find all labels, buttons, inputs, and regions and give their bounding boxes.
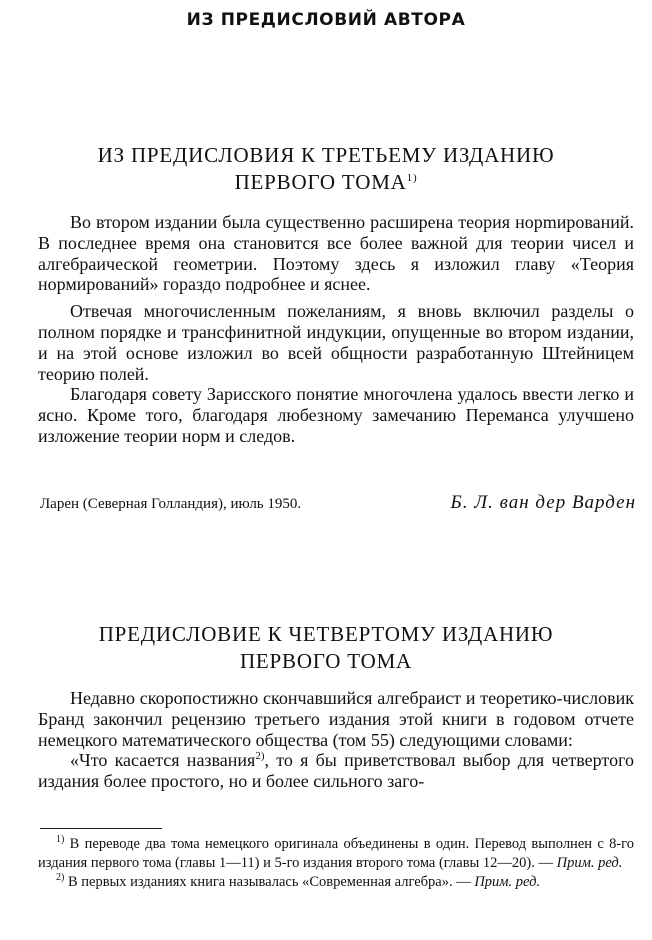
- author-signature: Б. Л. ван дер Варден: [450, 492, 636, 513]
- footnotes: [38, 835, 634, 892]
- section1-paragraph-3: Благодаря совету Зарисского понятие многочлена удалось ввести легко и ясно. Кроме того, благодаря любезному замечанию Переманса улучшено изложение теории норм и следов.: [38, 384, 634, 446]
- footnote-2: [38, 873, 634, 892]
- section2-paragraph-1: Недавно скоропостижно скончавшийся алгебраист и теоретико-числовик Бранд закончил рецензию третьего издания этой книги в годовом отчете немецкого математического общества (том 55) следующими словами:: [38, 688, 634, 750]
- section1-body: [38, 212, 634, 447]
- section2-title-line1: ПРЕДИСЛОВИЕ К ЧЕТВЕРТОМУ ИЗДАНИЮ: [98, 622, 554, 646]
- section2-title: [40, 621, 612, 675]
- quote-continuation: , то я бы приветствовал выбор для четвертого издания более простого, но и более сильного заго-: [38, 750, 634, 792]
- section1-paragraph-2: Отвечая многочисленным пожеланиям, я вновь включил разделы о полном порядке и трансфинитной индукции, опущенные во втором издании, и на этой основе изложил во всей общности разработанную Штейницем теорию полей.: [38, 301, 634, 384]
- footnote-ref-1: 1): [406, 172, 418, 184]
- section1-title: [40, 142, 612, 196]
- footnote-2-mark: 2): [56, 872, 65, 884]
- signature-row: [40, 492, 636, 516]
- footnote-ref-2: 2): [255, 750, 265, 763]
- footnote-2-editor-note: Прим. ред.: [474, 874, 541, 890]
- footnote-divider: [40, 828, 162, 829]
- section2-title-line2: ПЕРВОГО ТОМА: [239, 649, 413, 673]
- footnote-1-text: В переводе два тома немецкого оригинала объединены в один. Перевод выполнен с 8-го издания первого тома (главы 1—11) и 5-го издания второго тома (главы 12—20). —: [38, 836, 634, 871]
- place-date: Ларен (Северная Голландия), июль 1950.: [40, 496, 302, 512]
- running-head: ИЗ ПРЕДИСЛОВИЙ АВТОРА: [186, 10, 466, 30]
- section2-paragraph-2: [38, 750, 634, 792]
- footnote-1-editor-note: Прим. ред.: [556, 855, 623, 871]
- section2-body: [38, 688, 634, 792]
- section1-paragraph-1: Во втором издании была существенно расширена теория норmирований. В последнее время она становится все более важной для теории чисел и алгебраической геометрии. Поэтому здесь я изложил главу «Теория нормирований» гораздо подробнее и яснее.: [38, 212, 634, 295]
- section1-title-line1: ИЗ ПРЕДИСЛОВИЯ К ТРЕТЬЕМУ ИЗДАНИЮ: [97, 143, 555, 167]
- footnote-2-text: В первых изданиях книга называлась «Современная алгебра». —: [64, 874, 475, 890]
- footnote-1-mark: 1): [56, 834, 65, 846]
- footnote-1: [38, 835, 634, 873]
- section1-title-line2: ПЕРВОГО ТОМА: [234, 170, 407, 194]
- section1-title-line2-wrap: [40, 169, 612, 196]
- quote-start: «Что касается названия: [70, 750, 256, 771]
